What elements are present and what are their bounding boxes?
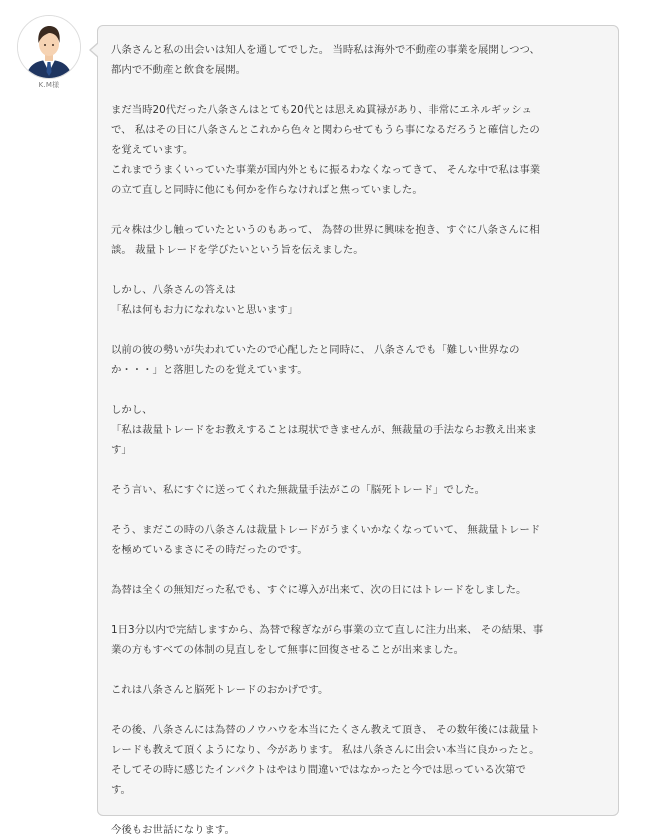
testimonial-paragraph: 1日3分以内で完結しますから、為替で稼ぎながら事業の立て直しに注力出来、 その結果、事 業の方もすべての体制の見直しをして無事に回復させることが出来ました。	[111, 624, 544, 656]
testimonial-paragraph: そう言い、私にすぐに送ってくれた無裁量手法がこの「脳死トレード」でした。	[111, 484, 486, 496]
testimonial-paragraph: しかし、八条さんの答えは 「私は何もお力になれないと思います」	[111, 284, 299, 316]
testimonial-paragraph: 八条さんと私の出会いは知人を通してでした。 当時私は海外で不動産の事業を展開しつつ、 都内で不動産と飲食を展開。	[111, 44, 540, 76]
testimonial-paragraph: まだ当時20代だった八条さんはとても20代とは思えぬ貫禄があり、非常にエネルギッシュ で、 私はその日に八条さんとこれから色々と関わらせてもうら事になるだろうと確信したの を覚えています。 これまでうまくいっていた事業が国内外ともに振るわなくなってきて、 そんな中で私は事業 の立て直しと同時に他にも何かを作らなければと焦っていました。	[111, 104, 541, 196]
testimonial-paragraph: 今後もお世話になります。	[111, 824, 235, 836]
testimonial-paragraph: 以前の彼の勢いが失われていたので心配したと同時に、 八条さんでも「難しい世界なの か・・・」と落胆したのを覚えています。	[111, 344, 520, 376]
businessman-avatar-icon	[17, 15, 81, 79]
testimonial-paragraph: そう、まだこの時の八条さんは裁量トレードがうまくいかなくなっていて、 無裁量トレード を極めているまさにその時だったのです。	[111, 524, 541, 556]
testimonial-paragraph: 為替は全くの無知だった私でも、すぐに導入が出来て、次の日にはトレードをしました。	[111, 584, 527, 596]
testimonial-bubble	[97, 25, 619, 836]
testimonial-paragraph: 元々株は少し触っていたというのもあって、 為替の世界に興味を抱き、すぐに八条さんに相 談。 裁量トレードを学びたいという旨を伝えました。	[111, 224, 540, 256]
testimonial-paragraph: しかし、 「私は裁量トレードをお教えすることは現状できませんが、無裁量の手法ならお教え出来ま す」	[111, 404, 538, 456]
testimonial-paragraph: その後、八条さんには為替のノウハウを本当にたくさん教えて頂き、 その数年後には裁量ト レードも教えて頂くようになり、今があります。 私は八条さんに出会い本当に良かったと。 そしてその時に感じたインパクトはやはり間違いではなかったと今では思っている次第で す。	[111, 724, 540, 796]
testimonial-paragraph: これは八条さんと脳死トレードのおかげです。	[111, 684, 329, 696]
author-name: K.M様	[38, 81, 60, 89]
testimonial-author	[17, 15, 81, 90]
